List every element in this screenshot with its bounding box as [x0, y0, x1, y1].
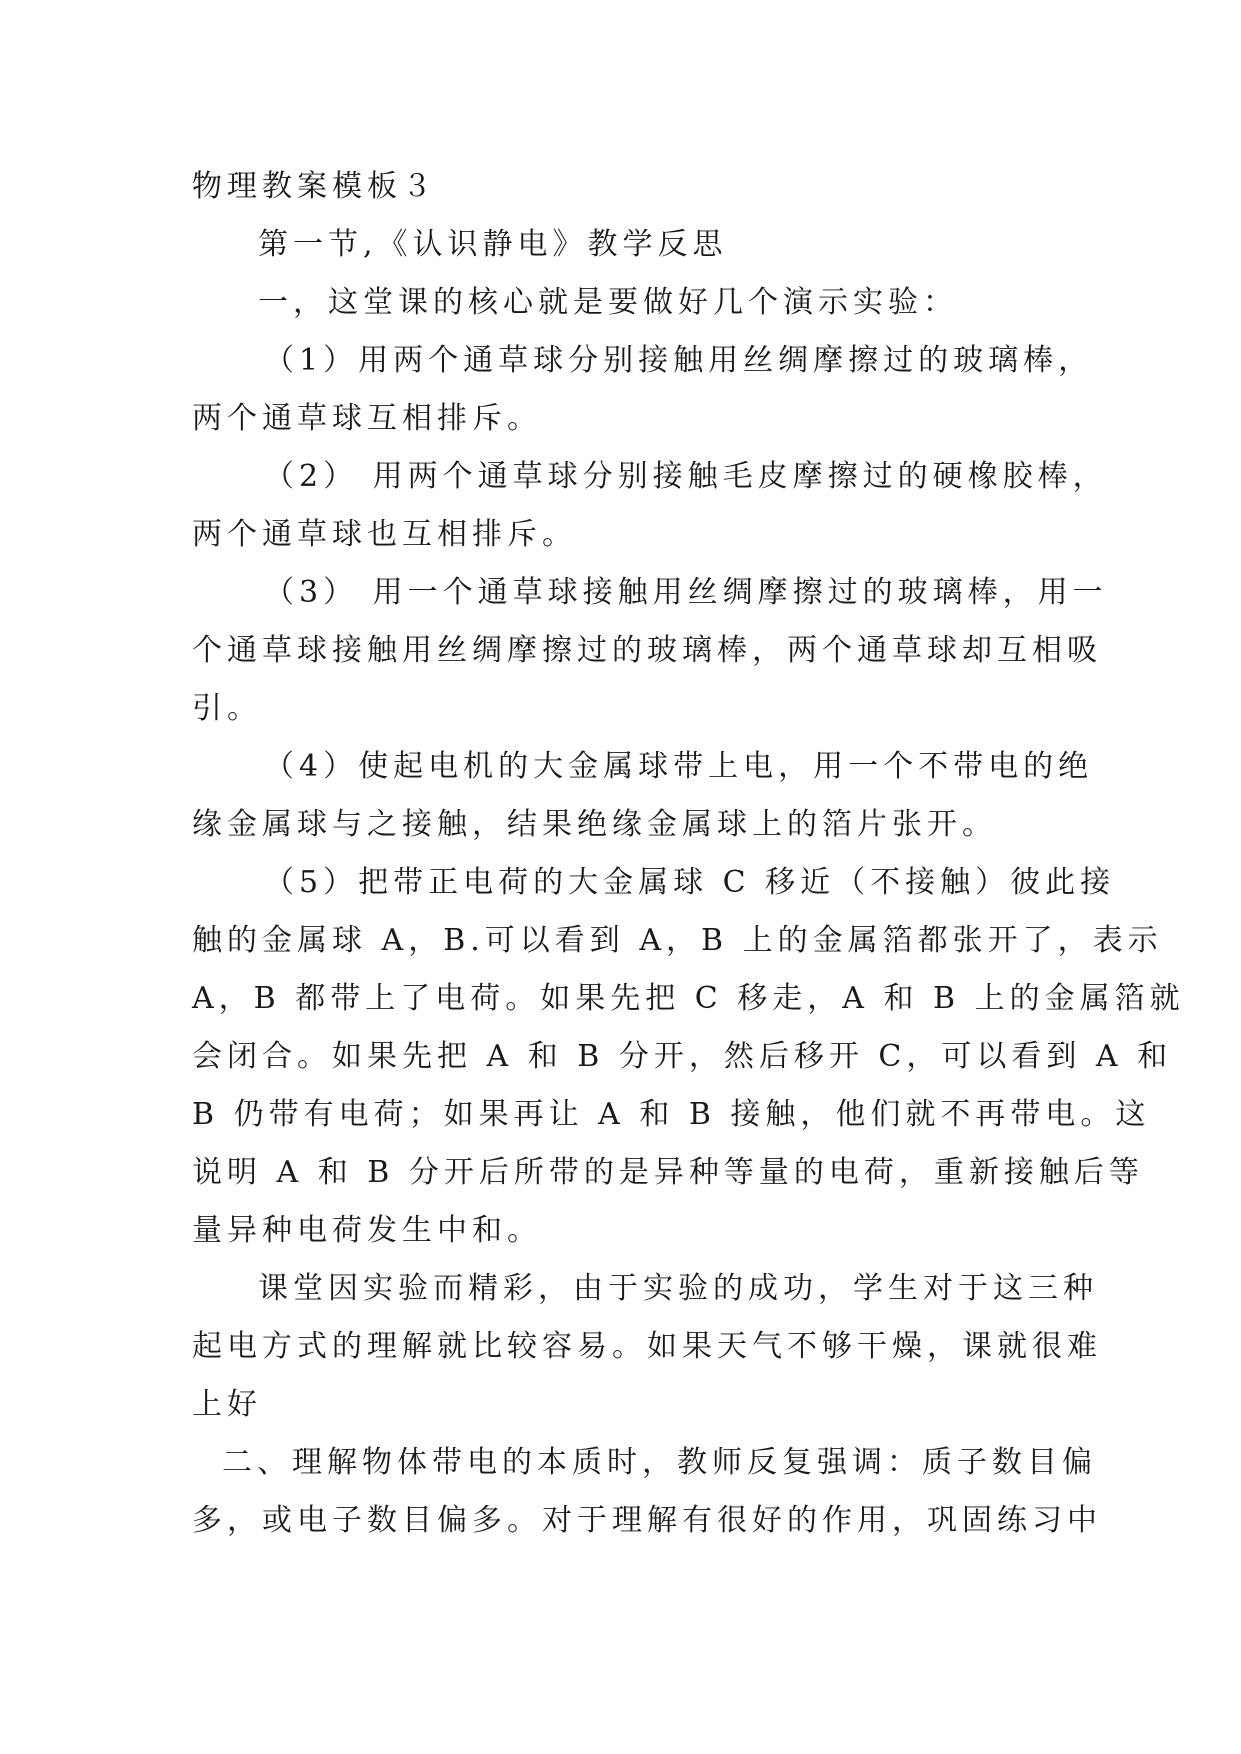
exp3-line-2: 个通草球接触用丝绸摩擦过的玻璃棒，两个通草球却互相吸	[192, 633, 1102, 668]
exp5-line-4: 会闭合。如果先把 A 和 B 分开，然后移开 C，可以看到 A 和	[192, 1039, 1173, 1074]
exp4-line-1: （4）使起电机的大金属球带上电，用一个不带电的绝	[264, 749, 1094, 784]
exp5-line-1: （5）把带正电荷的大金属球 C 移近（不接触）彼此接	[264, 865, 1116, 900]
exp2-line-2: 两个通草球也互相排斥。	[192, 517, 577, 552]
exp4-line-2: 缘金属球与之接触，结果绝缘金属球上的箔片张开。	[192, 807, 997, 842]
exp5-line-6: 说明 A 和 B 分开后所带的是异种等量的电荷，重新接触后等	[192, 1155, 1144, 1190]
document-title: 物理教案模板３	[192, 169, 437, 204]
exp5-line-2: 触的金属球 A，B.可以看到 A，B 上的金属箔都张开了，表示	[192, 923, 1163, 958]
exp5-line-5: B 仍带有电荷；如果再让 A 和 B 接触，他们就不再带电。这	[192, 1097, 1151, 1132]
section-heading: 第一节,《认识静电》教学反思	[258, 227, 728, 262]
summary-line-3: 上好	[192, 1387, 262, 1422]
exp2-line-1: （2） 用两个通草球分别接触毛皮摩擦过的硬橡胶棒，	[264, 459, 1108, 494]
exp3-line-3: 引。	[192, 691, 262, 726]
summary-line-2: 起电方式的理解就比较容易。如果天气不够干燥，课就很难	[192, 1329, 1102, 1364]
exp5-line-3: A，B 都带上了电荷。如果先把 C 移走，A 和 B 上的金属箔就	[192, 981, 1185, 1016]
exp5-line-7: 量异种电荷发生中和。	[192, 1213, 542, 1248]
exp1-line-1: （1）用两个通草球分别接触用丝绸摩擦过的玻璃棒，	[264, 343, 1094, 378]
point1-intro: 一，这堂课的核心就是要做好几个演示实验：	[258, 285, 958, 320]
summary-line-1: 课堂因实验而精彩，由于实验的成功，学生对于这三种	[258, 1271, 1098, 1306]
point2-line-2: 多，或电子数目偏多。对于理解有很好的作用，巩固练习中	[192, 1503, 1102, 1538]
document-page	[192, 158, 1185, 1550]
exp1-line-2: 两个通草球互相排斥。	[192, 401, 542, 436]
exp3-line-1: （3） 用一个通草球接触用丝绸摩擦过的玻璃棒，用一	[264, 575, 1108, 610]
point2-line-1: 二、理解物体带电的本质时，教师反复强调：质子数目偏	[222, 1445, 1097, 1480]
